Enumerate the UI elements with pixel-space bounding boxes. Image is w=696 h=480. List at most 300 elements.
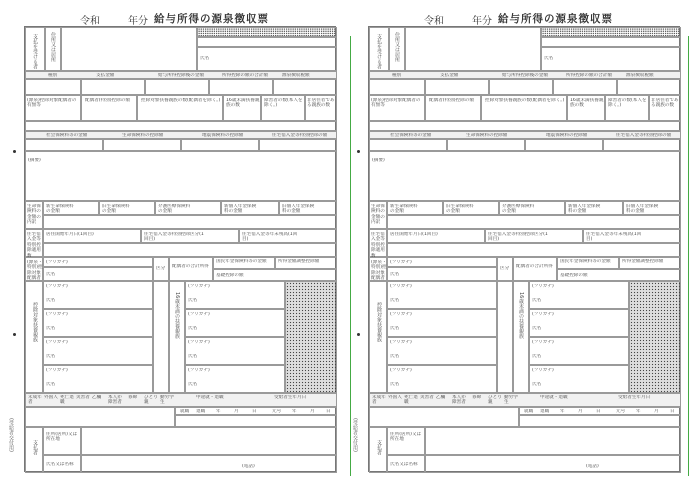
name-label: 氏名 bbox=[532, 354, 542, 359]
name-label: 氏名 bbox=[532, 382, 542, 387]
spouse-section bbox=[369, 257, 387, 281]
housing-category-cell bbox=[485, 229, 583, 243]
payer-name-field[interactable] bbox=[425, 455, 681, 473]
birthdate-label: 受給者生年月日 bbox=[618, 395, 651, 400]
dependent-4[interactable] bbox=[387, 365, 497, 393]
birth-day-label: 日 bbox=[670, 409, 675, 414]
housing-values[interactable] bbox=[43, 243, 337, 257]
birth-month-label: 月 bbox=[654, 409, 659, 414]
after-deduction-value-cell[interactable] bbox=[489, 79, 553, 95]
spouse-section-label: (源泉・特別)控除対象配偶者 bbox=[371, 260, 387, 282]
earthquake-insurance-value[interactable] bbox=[525, 139, 603, 151]
new-life-label: 新生命保険料の金額 bbox=[46, 204, 74, 215]
name-label: 氏名 bbox=[544, 56, 554, 61]
furigana-label: (フリガナ) bbox=[188, 368, 210, 373]
old-life-cell bbox=[99, 201, 155, 215]
date-header-row bbox=[175, 407, 337, 415]
care-medical-cell bbox=[499, 201, 565, 215]
old-life-label: 旧生命保険料の金額 bbox=[102, 204, 130, 215]
furigana-label: (フリガナ) bbox=[532, 368, 554, 373]
furigana-label: (フリガナ) bbox=[532, 340, 554, 345]
nonresident-label: 非居住者である親族の数 bbox=[651, 98, 679, 109]
year-unit-label: 年分 bbox=[472, 16, 492, 27]
col-type-label: 種別 bbox=[392, 73, 402, 78]
move-in-date-cell bbox=[43, 229, 141, 243]
remarks-label: (摘要) bbox=[28, 158, 41, 163]
life-breakdown-values[interactable] bbox=[387, 215, 681, 229]
address-label-cell bbox=[389, 27, 405, 71]
furigana-label: (フリガナ) bbox=[532, 312, 554, 317]
date-values[interactable] bbox=[519, 415, 681, 427]
disabled-cell bbox=[605, 95, 649, 121]
new-pension-label: 新個人年金保険料の金額 bbox=[224, 204, 257, 215]
name-label: 氏名 bbox=[390, 382, 400, 387]
minor-label: 未成年者 bbox=[28, 395, 42, 406]
housing-values[interactable] bbox=[387, 243, 681, 257]
title-field[interactable] bbox=[541, 37, 681, 47]
payer-label: 支払者 bbox=[376, 440, 382, 455]
national-pension-cell bbox=[213, 257, 275, 269]
right-guide-line bbox=[688, 36, 689, 476]
slip-form bbox=[24, 26, 336, 472]
category-label: 区分 bbox=[156, 266, 166, 271]
national-pension-label: 国民年金保険料等の金額 bbox=[216, 259, 267, 264]
payer-section bbox=[369, 427, 387, 473]
under16-4[interactable] bbox=[185, 365, 285, 393]
recipient-cell bbox=[25, 27, 45, 71]
housing-category-cell bbox=[141, 229, 239, 243]
social-insurance-value[interactable] bbox=[369, 139, 447, 151]
payment-value-cell[interactable] bbox=[425, 79, 489, 95]
life-insurance-label: 生命保険料の控除額 bbox=[466, 133, 508, 138]
social-insurance-label: 社会保険料等の金額 bbox=[46, 133, 88, 138]
basic-deduction-cell bbox=[557, 269, 681, 281]
otsu-label: 乙欄 bbox=[436, 395, 446, 400]
dependents-cell bbox=[137, 95, 223, 121]
loan-balance-label: 住宅借入金等年末残高(1回目) bbox=[242, 232, 298, 243]
spouse-category-cell bbox=[497, 257, 513, 281]
row2-values[interactable] bbox=[25, 121, 337, 131]
dependents-label: 控除対象扶養親族の数(配偶者を除く。) bbox=[485, 98, 565, 103]
slip-header bbox=[8, 4, 344, 28]
month-label: 月 bbox=[578, 409, 583, 414]
payer-name-label-cell bbox=[387, 455, 425, 473]
spouse-name-field[interactable] bbox=[43, 267, 153, 281]
slip-header bbox=[352, 4, 688, 28]
address-field[interactable] bbox=[405, 27, 541, 71]
disabled-label: 障害者の数(本人を除く。) bbox=[264, 98, 303, 109]
old-pension-label: 旧個人年金保険料の金額 bbox=[282, 204, 315, 215]
furigana-label: (フリガナ) bbox=[46, 368, 68, 373]
dependents-label: 控除対象扶養親族の数(配偶者を除く。) bbox=[141, 98, 221, 103]
spouse-income-label: 配偶者の合計所得 bbox=[172, 264, 209, 269]
single-parent-label: ひとり親 bbox=[488, 395, 502, 406]
type-value-cell[interactable] bbox=[369, 79, 425, 95]
col-after-deduction-label: 給与所得控除後の金額 bbox=[158, 73, 204, 78]
year-label: 年 bbox=[216, 409, 221, 414]
care-medical-cell bbox=[155, 201, 221, 215]
self-disabled-label: 本人が障害者 bbox=[452, 395, 466, 406]
status-header-row bbox=[25, 393, 337, 407]
student-label: 勤労学生 bbox=[160, 395, 174, 406]
number-field-masked bbox=[197, 27, 337, 37]
spouse-status-cell bbox=[369, 95, 425, 121]
name-field[interactable] bbox=[197, 47, 337, 71]
basic-deduction-label: 基礎控除の額 bbox=[560, 273, 588, 278]
under16-label: 16歳未満扶養親族の数 bbox=[570, 98, 604, 109]
name-label: 氏名 bbox=[46, 382, 56, 387]
day-label: 日 bbox=[252, 409, 257, 414]
name-label: 氏名 bbox=[188, 382, 198, 387]
new-life-cell bbox=[387, 201, 443, 215]
category-label: 区分 bbox=[500, 266, 510, 271]
center-guide-line bbox=[350, 36, 351, 476]
address-field[interactable] bbox=[61, 27, 197, 71]
under16-3[interactable] bbox=[185, 337, 285, 365]
dependents-cell bbox=[481, 95, 567, 121]
row3-header bbox=[25, 131, 337, 139]
payer-name-label: 氏名又は名称 bbox=[390, 462, 418, 467]
nonresident-cell bbox=[305, 95, 337, 121]
foreigner-label: 外国人 bbox=[44, 395, 58, 400]
spouse-income-cell bbox=[513, 257, 557, 281]
withheld-tax-value-cell[interactable] bbox=[617, 79, 681, 95]
national-pension-label: 国民年金保険料等の金額 bbox=[560, 259, 611, 264]
payer-address-label: 住所(居所)又は所在地 bbox=[46, 432, 78, 443]
deduction-total-value-cell[interactable] bbox=[209, 79, 273, 95]
under16-label: 16歳未満扶養親族の数 bbox=[226, 98, 260, 109]
phone-label: (電話) bbox=[586, 464, 599, 469]
old-pension-cell bbox=[623, 201, 681, 215]
care-medical-label: 介護医療保険料の金額 bbox=[158, 204, 191, 215]
under16-section-label: 16歳未満の扶養親族 bbox=[174, 292, 180, 339]
dependent-2[interactable] bbox=[387, 309, 497, 337]
nonresident-cell bbox=[649, 95, 681, 121]
furigana-label: (フリガナ) bbox=[46, 340, 68, 345]
row1-header bbox=[369, 71, 681, 79]
dependents-section bbox=[369, 281, 387, 393]
address-label: 住所又は居所 bbox=[50, 32, 56, 62]
furigana-label: (フリガナ) bbox=[46, 260, 68, 265]
mid-year-label: 中途就・退職 bbox=[196, 395, 224, 400]
col-after-deduction-label: 給与所得控除後の金額 bbox=[502, 73, 548, 78]
withheld-tax-value-cell[interactable] bbox=[273, 79, 337, 95]
name-field[interactable] bbox=[541, 47, 681, 71]
remarks-field[interactable] bbox=[25, 151, 337, 201]
payer-name-label-cell bbox=[43, 455, 81, 473]
furigana-label: (フリガナ) bbox=[188, 340, 210, 345]
year-unit-label: 年分 bbox=[128, 16, 148, 27]
address-label: 住所又は居所 bbox=[394, 32, 400, 62]
deduction-total-value-cell[interactable] bbox=[553, 79, 617, 95]
title-field[interactable] bbox=[197, 37, 337, 47]
name-label: 氏名 bbox=[188, 354, 198, 359]
new-pension-label: 新個人年金保険料の金額 bbox=[568, 204, 601, 215]
under16-3[interactable] bbox=[529, 337, 629, 365]
phone-label: (電話) bbox=[242, 464, 255, 469]
payer-address-label: 住所(居所)又は所在地 bbox=[390, 432, 422, 443]
housing-count-label: 住宅借入金等特別控除適用数 bbox=[27, 232, 41, 259]
name-label: 氏名 bbox=[46, 326, 56, 331]
payment-value-cell[interactable] bbox=[81, 79, 145, 95]
move-in-date-label: 居住開始年月日(1回目) bbox=[46, 232, 94, 237]
punch-mark bbox=[357, 150, 360, 153]
name-label: 氏名 bbox=[46, 272, 56, 277]
furigana-label: (フリガナ) bbox=[390, 368, 412, 373]
furigana-label: (フリガナ) bbox=[46, 284, 68, 289]
birthdate-label: 受給者生年月日 bbox=[274, 395, 307, 400]
new-life-label: 新生命保険料の金額 bbox=[390, 204, 418, 215]
death-retirement-label: 死亡退職 bbox=[60, 395, 74, 406]
col-withheld-tax-label: 源泉徴収税額 bbox=[626, 73, 654, 78]
withholding-slip-right bbox=[352, 0, 688, 480]
under16-cell bbox=[223, 95, 261, 121]
punch-mark bbox=[13, 150, 16, 153]
remarks-label: (摘要) bbox=[372, 158, 385, 163]
name-label: 氏名 bbox=[390, 354, 400, 359]
under16-4[interactable] bbox=[529, 365, 629, 393]
basic-deduction-cell bbox=[213, 269, 337, 281]
name-label: 氏名 bbox=[46, 354, 56, 359]
housing-loan-value[interactable] bbox=[259, 139, 337, 151]
dependents-section-label: 控除対象扶養親族 bbox=[32, 302, 38, 342]
slip-title: 給与所得の源泉徴収票 bbox=[154, 13, 269, 25]
spouse-status-label: (源泉)控除対象配偶者の有無等 bbox=[371, 98, 421, 109]
punch-mark bbox=[357, 333, 360, 336]
row3-header bbox=[369, 131, 681, 139]
dependent-3[interactable] bbox=[387, 337, 497, 365]
hired-label: 就職 bbox=[180, 409, 190, 414]
birth-year-label: 年 bbox=[292, 409, 297, 414]
status-checkboxes[interactable] bbox=[25, 407, 175, 427]
basic-deduction-label: 基礎控除の額 bbox=[216, 273, 244, 278]
era-label: 令和 bbox=[424, 16, 444, 27]
under16-2[interactable] bbox=[185, 309, 285, 337]
housing-breakdown-cell bbox=[369, 229, 387, 257]
under16-section bbox=[513, 281, 529, 393]
life-insurance-label: 生命保険料の控除額 bbox=[122, 133, 164, 138]
day-label: 日 bbox=[596, 409, 601, 414]
life-breakdown-label: 生命保険料の金額の内訳 bbox=[27, 204, 41, 226]
status-checkboxes[interactable] bbox=[369, 407, 519, 427]
new-pension-cell bbox=[565, 201, 623, 215]
recipient-cell bbox=[369, 27, 389, 71]
disaster-label: 災害者 bbox=[420, 395, 434, 400]
old-life-cell bbox=[443, 201, 499, 215]
dependent-category-column bbox=[153, 281, 169, 393]
col-withheld-tax-label: 源泉徴収税額 bbox=[282, 73, 310, 78]
under16-2[interactable] bbox=[529, 309, 629, 337]
disabled-cell bbox=[261, 95, 305, 121]
payer-address-field[interactable] bbox=[425, 427, 681, 455]
name-label: 氏名 bbox=[532, 326, 542, 331]
under16-1[interactable] bbox=[529, 281, 629, 309]
spouse-status-cell bbox=[25, 95, 81, 121]
life-breakdown-values[interactable] bbox=[43, 215, 337, 229]
dependent-4[interactable] bbox=[43, 365, 153, 393]
under16-section bbox=[169, 281, 185, 393]
disabled-label: 障害者の数(本人を除く。) bbox=[608, 98, 647, 109]
furigana-label: (フリガナ) bbox=[390, 340, 412, 345]
payer-name-label: 氏名又は名称 bbox=[46, 462, 74, 467]
self-disabled-label: 本人が障害者 bbox=[108, 395, 122, 406]
side-note: (受給者交付用) bbox=[352, 418, 358, 452]
spouse-deduction-cell bbox=[425, 95, 481, 121]
retired-label: 退職 bbox=[196, 409, 206, 414]
spouse-deduction-label: 配偶者(特別)控除の額 bbox=[85, 98, 130, 103]
era-name-label: 元号 bbox=[616, 409, 626, 414]
old-life-label: 旧生命保険料の金額 bbox=[446, 204, 474, 215]
adjustment-cell bbox=[619, 257, 681, 269]
minor-label: 未成年者 bbox=[372, 395, 386, 406]
spouse-section bbox=[25, 257, 43, 281]
col-type-label: 種別 bbox=[48, 73, 58, 78]
spouse-income-cell bbox=[169, 257, 213, 281]
name-label: 氏名 bbox=[532, 298, 542, 303]
death-retirement-label: 死亡退職 bbox=[404, 395, 418, 406]
name-label: 氏名 bbox=[200, 56, 210, 61]
dependent-1[interactable] bbox=[43, 281, 153, 309]
life-breakdown-cell bbox=[25, 201, 43, 229]
mid-year-label: 中途就・退職 bbox=[540, 395, 568, 400]
payer-label: 支払者 bbox=[32, 440, 38, 455]
adjustment-label: 所得金額調整控除額 bbox=[278, 259, 320, 264]
nonresident-label: 非居住者である親族の数 bbox=[307, 98, 335, 109]
widow-label: 寡婦 bbox=[472, 395, 482, 400]
recipient-label: 支払を受ける者 bbox=[376, 34, 382, 69]
widow-label: 寡婦 bbox=[128, 395, 138, 400]
social-insurance-value[interactable] bbox=[25, 139, 103, 151]
loan-balance-cell bbox=[239, 229, 337, 243]
number-field-masked bbox=[541, 27, 681, 37]
birth-month-label: 月 bbox=[310, 409, 315, 414]
spouse-name-field[interactable] bbox=[387, 267, 497, 281]
furigana-label: (フリガナ) bbox=[390, 312, 412, 317]
era-name-label: 元号 bbox=[272, 409, 282, 414]
after-deduction-value-cell[interactable] bbox=[145, 79, 209, 95]
spouse-deduction-label: 配偶者(特別)控除の額 bbox=[429, 98, 474, 103]
housing-loan-label: 住宅借入金等特別控除の額 bbox=[272, 133, 328, 138]
social-insurance-label: 社会保険料等の金額 bbox=[390, 133, 432, 138]
status-header-row bbox=[369, 393, 681, 407]
earthquake-insurance-label: 地震保険料の控除額 bbox=[546, 133, 588, 138]
housing-category-label: 住宅借入金等特別控除区分(1回目) bbox=[488, 232, 548, 243]
date-values[interactable] bbox=[175, 415, 337, 427]
payer-address-field[interactable] bbox=[81, 427, 337, 455]
dependent-1[interactable] bbox=[387, 281, 497, 309]
dependents-section bbox=[25, 281, 43, 393]
life-breakdown-cell bbox=[369, 201, 387, 229]
single-parent-label: ひとり親 bbox=[144, 395, 158, 406]
spouse-deduction-cell bbox=[81, 95, 137, 121]
slip-title: 給与所得の源泉徴収票 bbox=[498, 13, 613, 25]
month-label: 月 bbox=[234, 409, 239, 414]
name-label: 氏名 bbox=[390, 298, 400, 303]
spouse-furigana-field[interactable] bbox=[43, 257, 153, 267]
col-deduction-total-label: 所得控除の額の合計額 bbox=[222, 73, 268, 78]
move-in-date-cell bbox=[387, 229, 485, 243]
type-value-cell[interactable] bbox=[25, 79, 81, 95]
spouse-section-label: (源泉・特別)控除対象配偶者 bbox=[27, 260, 43, 282]
punch-mark bbox=[13, 333, 16, 336]
slip-form bbox=[368, 26, 680, 472]
furigana-label: (フリガナ) bbox=[188, 284, 210, 289]
dependent-2[interactable] bbox=[43, 309, 153, 337]
new-pension-cell bbox=[221, 201, 279, 215]
dependents-section-label: 控除対象扶養親族 bbox=[376, 302, 382, 342]
furigana-label: (フリガナ) bbox=[390, 284, 412, 289]
under16-1[interactable] bbox=[185, 281, 285, 309]
foreigner-label: 外国人 bbox=[388, 395, 402, 400]
disaster-label: 災害者 bbox=[76, 395, 90, 400]
otsu-label: 乙欄 bbox=[92, 395, 102, 400]
col-deduction-total-label: 所得控除の額の合計額 bbox=[566, 73, 612, 78]
life-insurance-value[interactable] bbox=[103, 139, 181, 151]
name-label: 氏名 bbox=[390, 326, 400, 331]
dependent-category-column bbox=[497, 281, 513, 393]
under16-section-label: 16歳未満の扶養親族 bbox=[518, 292, 524, 339]
life-insurance-value[interactable] bbox=[447, 139, 525, 151]
housing-breakdown-cell bbox=[25, 229, 43, 257]
address-label-cell bbox=[45, 27, 61, 71]
national-pension-cell bbox=[557, 257, 619, 269]
earthquake-insurance-value[interactable] bbox=[181, 139, 259, 151]
remarks-field[interactable] bbox=[369, 151, 681, 201]
move-in-date-label: 居住開始年月日(1回目) bbox=[390, 232, 438, 237]
payer-section bbox=[25, 427, 43, 473]
housing-count-label: 住宅借入金等特別控除適用数 bbox=[371, 232, 385, 259]
dependent-3[interactable] bbox=[43, 337, 153, 365]
under16-cell bbox=[567, 95, 605, 121]
era-label: 令和 bbox=[80, 16, 100, 27]
loan-balance-cell bbox=[583, 229, 681, 243]
adjustment-cell bbox=[275, 257, 337, 269]
furigana-label: (フリガナ) bbox=[390, 260, 412, 265]
furigana-label: (フリガナ) bbox=[532, 284, 554, 289]
birth-day-label: 日 bbox=[326, 409, 331, 414]
date-header-row bbox=[519, 407, 681, 415]
spouse-status-label: (源泉)控除対象配偶者の有無等 bbox=[27, 98, 77, 109]
care-medical-label: 介護医療保険料の金額 bbox=[502, 204, 535, 215]
housing-loan-value[interactable] bbox=[603, 139, 681, 151]
furigana-label: (フリガナ) bbox=[46, 312, 68, 317]
old-pension-label: 旧個人年金保険料の金額 bbox=[626, 204, 659, 215]
earthquake-insurance-label: 地震保険料の控除額 bbox=[202, 133, 244, 138]
housing-loan-label: 住宅借入金等特別控除の額 bbox=[616, 133, 672, 138]
spouse-furigana-field[interactable] bbox=[387, 257, 497, 267]
spouse-income-label: 配偶者の合計所得 bbox=[516, 264, 553, 269]
name-label: 氏名 bbox=[188, 298, 198, 303]
new-life-cell bbox=[43, 201, 99, 215]
col-payment-label: 支払金額 bbox=[440, 73, 459, 78]
withholding-slip-left bbox=[8, 0, 344, 480]
student-label: 勤労学生 bbox=[504, 395, 518, 406]
payer-name-field[interactable] bbox=[81, 455, 337, 473]
row1-header bbox=[25, 71, 337, 79]
furigana-label: (フリガナ) bbox=[188, 312, 210, 317]
loan-balance-label: 住宅借入金等年末残高(1回目) bbox=[586, 232, 642, 243]
side-note: (受給者交付用) bbox=[8, 418, 14, 452]
recipient-label: 支払を受ける者 bbox=[32, 34, 38, 69]
masked-area bbox=[285, 281, 337, 393]
housing-category-label: 住宅借入金等特別控除区分(1回目) bbox=[144, 232, 204, 243]
payer-address-label-cell bbox=[387, 427, 425, 455]
birth-year-label: 年 bbox=[636, 409, 641, 414]
masked-area bbox=[629, 281, 681, 393]
life-breakdown-label: 生命保険料の金額の内訳 bbox=[371, 204, 385, 226]
col-payment-label: 支払金額 bbox=[96, 73, 115, 78]
row2-values[interactable] bbox=[369, 121, 681, 131]
